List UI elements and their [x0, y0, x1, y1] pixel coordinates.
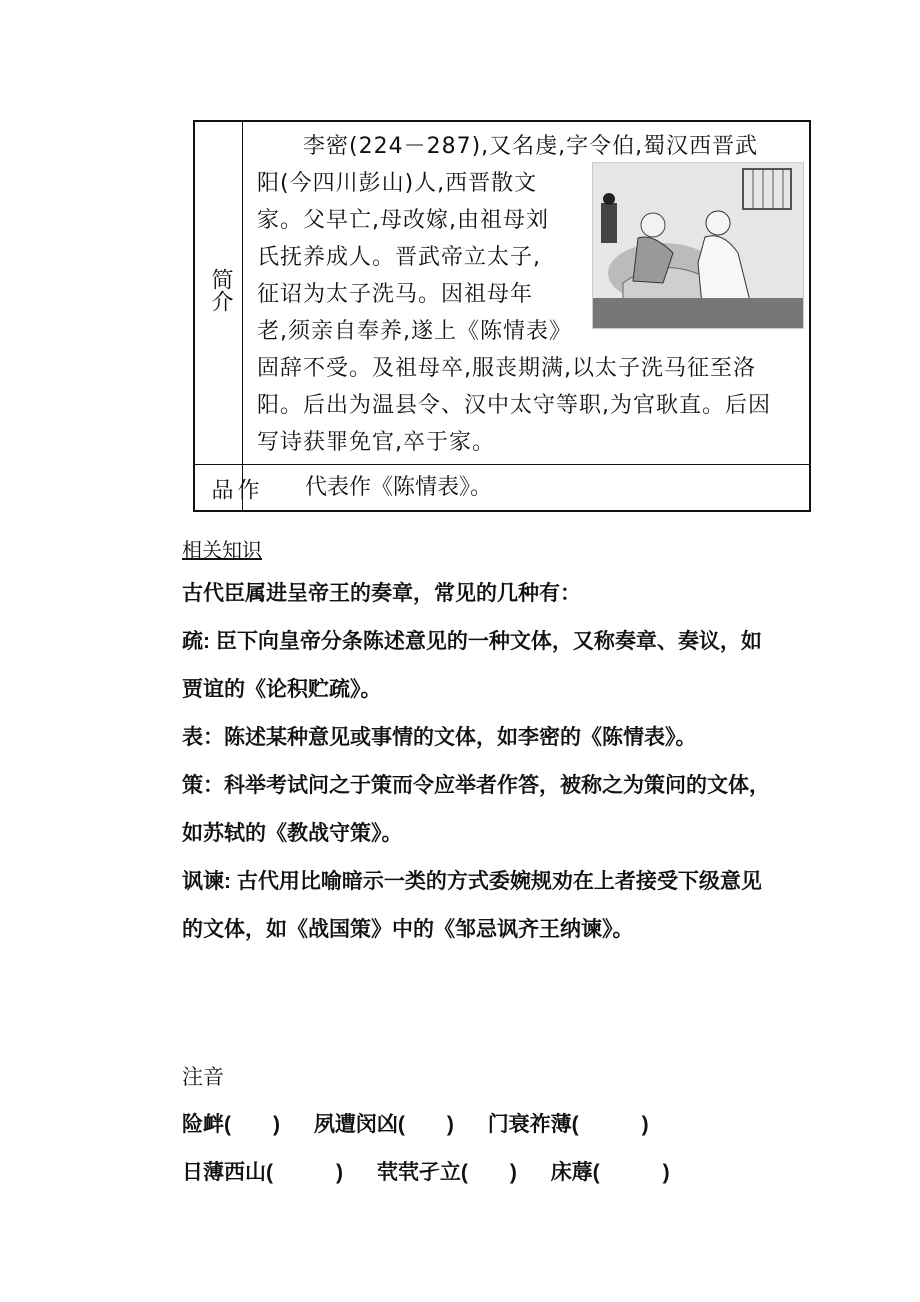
table-divider-vertical [242, 122, 243, 510]
table-divider-horizontal [195, 464, 809, 465]
pinyin-row [182, 1158, 698, 1188]
knowledge-item-text: 策：科举考试问之于策而令应举者作答，被称之为策问的文体，如苏轼的《教战守策》。 [182, 774, 770, 845]
works-label: 作品 [208, 478, 259, 500]
knowledge-item [140, 762, 780, 858]
pinyin-label: 注音 [182, 1066, 224, 1089]
works-text: 代表作《陈情表》。 [305, 475, 493, 500]
bio-line: 李密(224－287),又名虔,字令伯,蜀汉西晋武 [257, 134, 759, 159]
pinyin-item: 床蓐( ) [550, 1161, 670, 1184]
knowledge-item [140, 858, 780, 954]
pinyin-row [182, 1110, 677, 1140]
intro-label: 简介 [208, 268, 233, 312]
bio-line: 老,须亲自奉养,遂上《陈情表》 [257, 319, 572, 344]
bio-line: 写诗获罪免官,卒于家。 [257, 430, 495, 455]
bio-line: 氏抚养成人。晋武帝立太子, [257, 245, 541, 270]
bio-line: 阳。后出为温县令、汉中太守等职,为官耿直。后因 [257, 393, 771, 418]
illustration-image [592, 162, 804, 329]
knowledge-item-text: 疏: 臣下向皇帝分条陈述意见的一种文体，又称奏章、奏议，如贾谊的《论积贮疏》。 [182, 630, 762, 701]
pinyin-item: 险衅( ) [182, 1113, 280, 1136]
knowledge-item-text: 表：陈述某种意见或事情的文体，如李密的《陈情表》。 [182, 726, 697, 749]
bio-line: 征诏为太子洗马。因祖母年 [257, 282, 534, 307]
knowledge-item [140, 714, 780, 762]
bio-line: 家。父早亡,母改嫁,由祖母刘 [257, 208, 549, 233]
bio-line: 固辞不受。及祖母卒,服丧期满,以太子洗马征至洛 [257, 356, 756, 381]
bio-line: 阳(今四川彭山)人,西晋散文 [257, 171, 538, 196]
pinyin-item: 夙遭闵凶( ) [313, 1113, 454, 1136]
pinyin-item: 门衰祚薄( ) [487, 1113, 649, 1136]
bio-table [193, 120, 811, 512]
knowledge-item-text: 讽谏: 古代用比喻暗示一类的方式委婉规劝在上者接受下级意见的文体，如《战国策》中的《邹忌讽齐王纳谏》。 [182, 870, 762, 941]
pinyin-item: 茕茕孑立( ) [376, 1161, 517, 1184]
knowledge-heading: 相关知识 [182, 540, 262, 562]
pinyin-item: 日薄西山( ) [182, 1161, 343, 1184]
knowledge-intro [140, 570, 780, 618]
knowledge-intro-text: 古代臣属进呈帝王的奏章，常见的几种有： [182, 582, 581, 605]
knowledge-item [140, 618, 780, 714]
